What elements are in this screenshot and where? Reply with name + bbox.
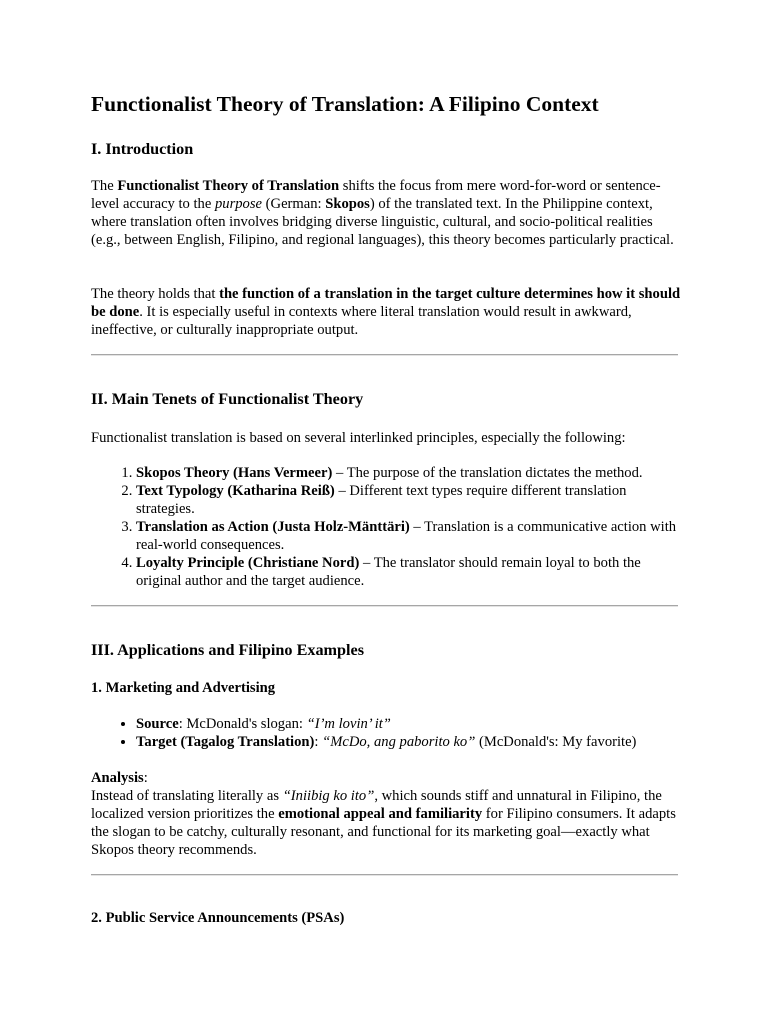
- tenet-name: Text Typology (Katharina Reiß): [136, 483, 335, 499]
- tenet-description: – The translator should remain loyal to both the original author and the target audience.: [136, 555, 641, 589]
- italic-term: purpose: [214, 196, 263, 212]
- list-item: [136, 554, 681, 590]
- text-run: :: [314, 734, 323, 750]
- tenet-description: – The purpose of the translation dictates the method.: [332, 465, 643, 481]
- italic-quote: “Iniibig ko ito”: [282, 788, 375, 804]
- list-item: [136, 482, 681, 518]
- section-heading-introduction: I. Introduction: [91, 140, 194, 158]
- subsection-heading-psa: 2. Public Service Announcements (PSAs): [91, 910, 345, 926]
- tenets-lead-paragraph: [91, 429, 681, 447]
- tenet-name: Translation as Action (Justa Holz-Mänttäri): [136, 519, 410, 535]
- intro-paragraph-2: [91, 285, 681, 339]
- bold-term: Skopos: [325, 196, 370, 212]
- text-run: shifts the focus from mere word-for-word or sentence-level accuracy to the: [91, 178, 661, 212]
- section-heading-tenets: II. Main Tenets of Functionalist Theory: [91, 390, 364, 408]
- source-quote: “I’m lovin’ it”: [306, 716, 391, 732]
- tenets-lead-text: Functionalist translation is based on several interlinked principles, especially the following:: [91, 430, 626, 446]
- text-run: ) of the translated text. In the Philippine context, where translation often involves bridging diverse linguistic, cultural, and socio-political realities (e.g., between English, Filipino, and regional languages), this theory becomes particularly practical.: [91, 196, 674, 248]
- list-item: [136, 715, 681, 733]
- text-run: (McDonald's: My favorite): [475, 734, 637, 750]
- bold-term: Functionalist Theory of Translation: [117, 178, 340, 194]
- text-run: Instead of translating literally as: [91, 788, 283, 804]
- subsection-heading-marketing: 1. Marketing and Advertising: [91, 680, 276, 696]
- section-heading-applications: III. Applications and Filipino Examples: [91, 641, 365, 659]
- document-title: Functionalist Theory of Translation: A Filipino Context: [91, 92, 599, 116]
- marketing-example-list: [91, 715, 681, 751]
- text-run: . It is especially useful in contexts where literal translation would result in awkward, ineffective, or culturally inappropriate output.: [91, 304, 632, 338]
- text-run: The theory holds that: [91, 286, 220, 302]
- analysis-label: Analysis: [91, 770, 144, 786]
- bold-term: the function of a translation in the target culture determines how it should be done: [91, 286, 681, 320]
- list-item: [136, 733, 681, 751]
- text-run: for Filipino consumers. It adapts the slogan to be catchy, culturally resonant, and functional for its marketing goal—exactly what Skopos theory recommends.: [91, 806, 676, 858]
- tenet-name: Loyalty Principle (Christiane Nord): [136, 555, 360, 571]
- text-run: The: [91, 178, 118, 194]
- tenet-name: Skopos Theory (Hans Vermeer): [136, 465, 333, 481]
- text-run: (German:: [262, 196, 326, 212]
- text-run: :: [143, 770, 148, 786]
- analysis-paragraph: [91, 769, 681, 859]
- section-divider: [91, 354, 678, 356]
- list-item: [136, 464, 681, 482]
- bold-term: emotional appeal and familiarity: [278, 806, 483, 822]
- source-label: Source: [136, 716, 179, 732]
- section-divider: [91, 874, 678, 876]
- section-divider: [91, 605, 678, 607]
- target-label: Target (Tagalog Translation): [136, 734, 315, 750]
- tenet-description: – Translation is a communicative action with real-world consequences.: [136, 519, 677, 553]
- tenet-description: – Different text types require different translation strategies.: [136, 483, 627, 517]
- list-item: [136, 518, 681, 554]
- tenets-list: [91, 464, 681, 590]
- text-run: , which sounds stiff and unnatural in Filipino, the localized version prioritizes the: [91, 788, 662, 822]
- target-quote: “McDo, ang paborito ko”: [322, 734, 476, 750]
- intro-paragraph-1: [91, 177, 681, 249]
- text-run: : McDonald's slogan:: [178, 716, 307, 732]
